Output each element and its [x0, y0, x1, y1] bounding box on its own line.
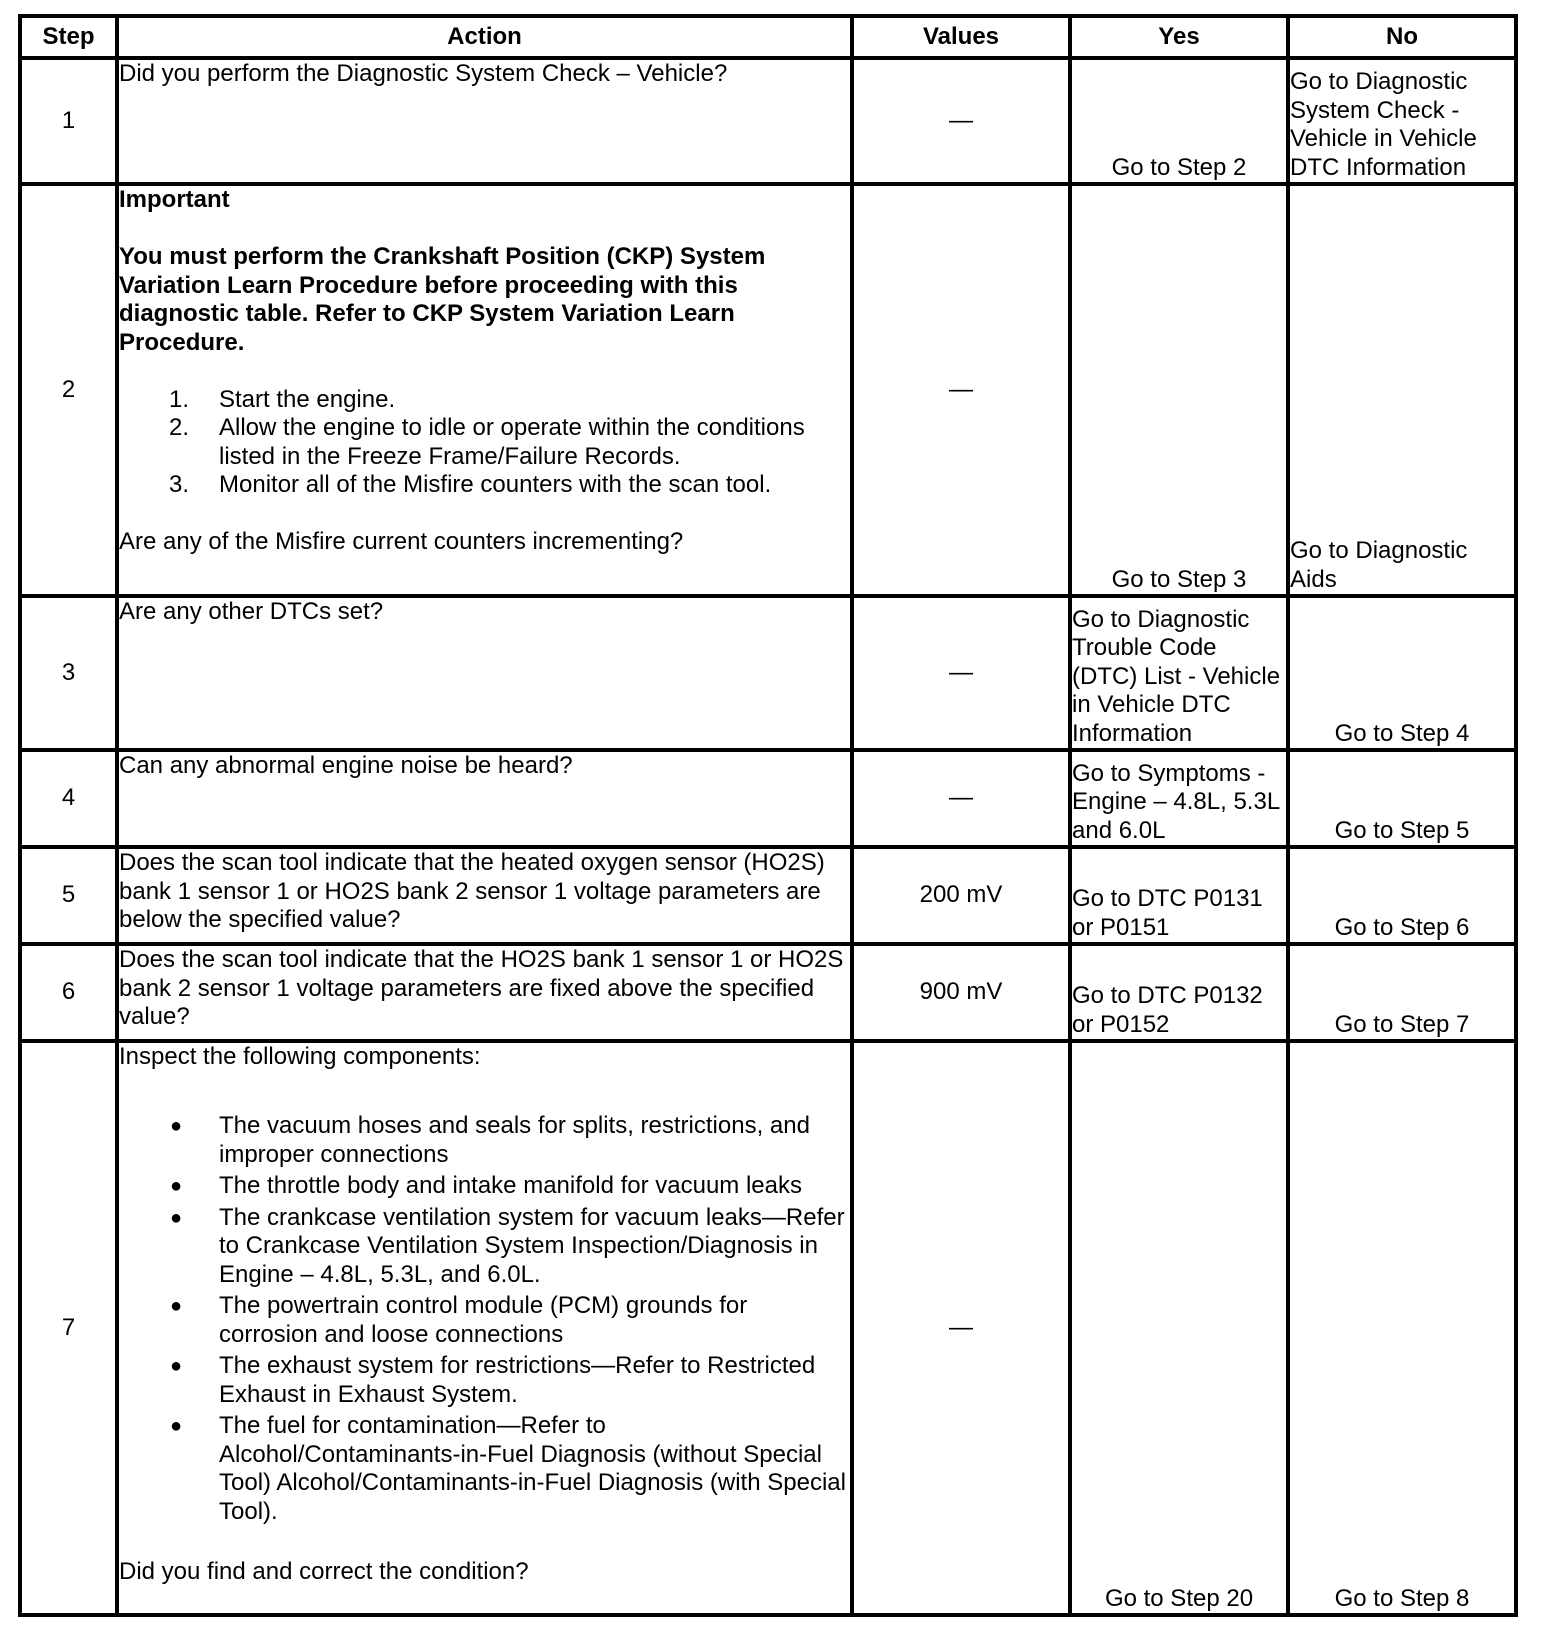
list-item: [119, 1292, 850, 1349]
bullet-icon: ●: [170, 1115, 183, 1137]
step-number: 3: [22, 598, 119, 752]
action-cell: [119, 1043, 854, 1617]
list-text: The crankcase ventilation system for vacuum leaks—Refer to Crankcase Ventilation System Inspection/Diagnosis in Engine – 4.8L, 5.3L, and 6.0L.: [219, 1203, 845, 1288]
diagnostic-table: [18, 14, 1518, 1617]
header-values: Values: [854, 18, 1072, 60]
no-cell: Go to Step 6: [1290, 849, 1518, 946]
value-cell: 900 mV: [854, 946, 1072, 1043]
list-item: [119, 1172, 850, 1201]
yes-cell: Go to DTC P0131 or P0151: [1072, 849, 1290, 946]
header-action: Action: [119, 18, 854, 60]
yes-cell: Go to Step 3: [1072, 186, 1290, 598]
question-text: Did you perform the Diagnostic System Check – Vehicle?: [119, 60, 728, 87]
step-number: 4: [22, 752, 119, 849]
list-text: The powertrain control module (PCM) grounds for corrosion and loose connections: [219, 1292, 748, 1348]
value-cell: —: [854, 598, 1072, 752]
header-no: No: [1290, 18, 1518, 60]
no-cell: Go to Step 4: [1290, 598, 1518, 752]
numbered-list: [119, 386, 850, 500]
list-item: [119, 1204, 850, 1290]
list-text: The exhaust system for restrictions—Refer to Restricted Exhaust in Exhaust System.: [219, 1352, 816, 1408]
bullet-list: [119, 1112, 850, 1526]
action-cell: [119, 60, 854, 186]
list-number: 2.: [169, 414, 190, 441]
no-cell: Go to Step 7: [1290, 946, 1518, 1043]
bullet-icon: ●: [170, 1206, 183, 1229]
value-cell: —: [854, 752, 1072, 849]
yes-cell: Go to Symptoms - Engine – 4.8L, 5.3L and 6.0L: [1072, 752, 1290, 849]
yes-cell: Go to Diagnostic Trouble Code (DTC) List - Vehicle in Vehicle DTC Information: [1072, 598, 1290, 752]
table-row: [22, 1043, 1518, 1617]
bullet-icon: ●: [170, 1295, 183, 1317]
bullet-icon: ●: [170, 1415, 183, 1437]
important-text: You must perform the Crankshaft Position (CKP) System Variation Learn Procedure before proceeding with this diagnostic table. Refer to CKP System Variation Learn Procedure.: [119, 243, 766, 356]
list-text: The throttle body and intake manifold for vacuum leaks: [219, 1172, 802, 1199]
value-cell: —: [854, 1043, 1072, 1617]
no-cell: Go to Diagnostic Aids: [1290, 186, 1518, 598]
step-number: 1: [22, 60, 119, 186]
step-number: 7: [22, 1043, 119, 1617]
action-cell: [119, 752, 854, 849]
important-label: Important: [119, 186, 230, 213]
value-cell: 200 mV: [854, 849, 1072, 946]
list-item: [119, 1352, 850, 1409]
step-number: 5: [22, 849, 119, 946]
step-number: 6: [22, 946, 119, 1043]
question-text: Did you find and correct the condition?: [119, 1557, 529, 1585]
no-cell: Go to Diagnostic System Check - Vehicle in Vehicle DTC Information: [1290, 60, 1518, 186]
table-row: [22, 186, 1518, 598]
table-row: [22, 752, 1518, 849]
list-item: [119, 386, 850, 415]
list-text: The fuel for contamination—Refer to Alcohol/Contaminants-in-Fuel Diagnosis (without Special Tool) Alcohol/Contaminants-in-Fuel Diagnosis (with Special Tool).: [219, 1412, 846, 1525]
list-number: 1.: [169, 385, 190, 413]
value-cell: —: [854, 186, 1072, 598]
action-cell: [119, 946, 854, 1043]
list-number: 3.: [169, 471, 190, 498]
table-row: [22, 598, 1518, 752]
bullet-icon: ●: [170, 1355, 183, 1377]
action-cell: [119, 186, 854, 598]
intro-text: Inspect the following components:: [119, 1043, 481, 1070]
list-text: Start the engine.: [219, 385, 396, 413]
list-item: [119, 1412, 850, 1526]
question-text: Does the scan tool indicate that the HO2S bank 1 sensor 1 or HO2S bank 2 sensor 1 voltage parameters are fixed above the specified value?: [119, 946, 844, 1030]
list-text: Monitor all of the Misfire counters with the scan tool.: [219, 471, 772, 498]
no-cell: Go to Step 8: [1290, 1043, 1518, 1617]
header-step: Step: [22, 18, 119, 60]
list-item: [119, 1112, 850, 1169]
list-item: [119, 471, 850, 500]
table-row: [22, 60, 1518, 186]
yes-cell: Go to Step 20: [1072, 1043, 1290, 1617]
list-item: [119, 414, 850, 471]
action-cell: [119, 598, 854, 752]
table-row: [22, 849, 1518, 946]
value-cell: —: [854, 60, 1072, 186]
list-text: Allow the engine to idle or operate within the conditions listed in the Freeze Frame/Failure Records.: [219, 414, 805, 470]
question-text: Can any abnormal engine noise be heard?: [119, 752, 573, 779]
no-cell: Go to Step 5: [1290, 752, 1518, 849]
question-text: Does the scan tool indicate that the heated oxygen sensor (HO2S) bank 1 sensor 1 or HO2S bank 2 sensor 1 voltage parameters are below the specified value?: [119, 849, 825, 933]
yes-cell: Go to DTC P0132 or P0152: [1072, 946, 1290, 1043]
list-text: The vacuum hoses and seals for splits, restrictions, and improper connections: [219, 1112, 810, 1168]
yes-cell: Go to Step 2: [1072, 60, 1290, 186]
step-number: 2: [22, 186, 119, 598]
question-text: Are any of the Misfire current counters incrementing?: [119, 528, 684, 555]
header-yes: Yes: [1072, 18, 1290, 60]
action-cell: [119, 849, 854, 946]
bullet-icon: ●: [170, 1175, 183, 1197]
question-text: Are any other DTCs set?: [119, 598, 384, 625]
header-row: [22, 18, 1518, 60]
table-row: [22, 946, 1518, 1043]
